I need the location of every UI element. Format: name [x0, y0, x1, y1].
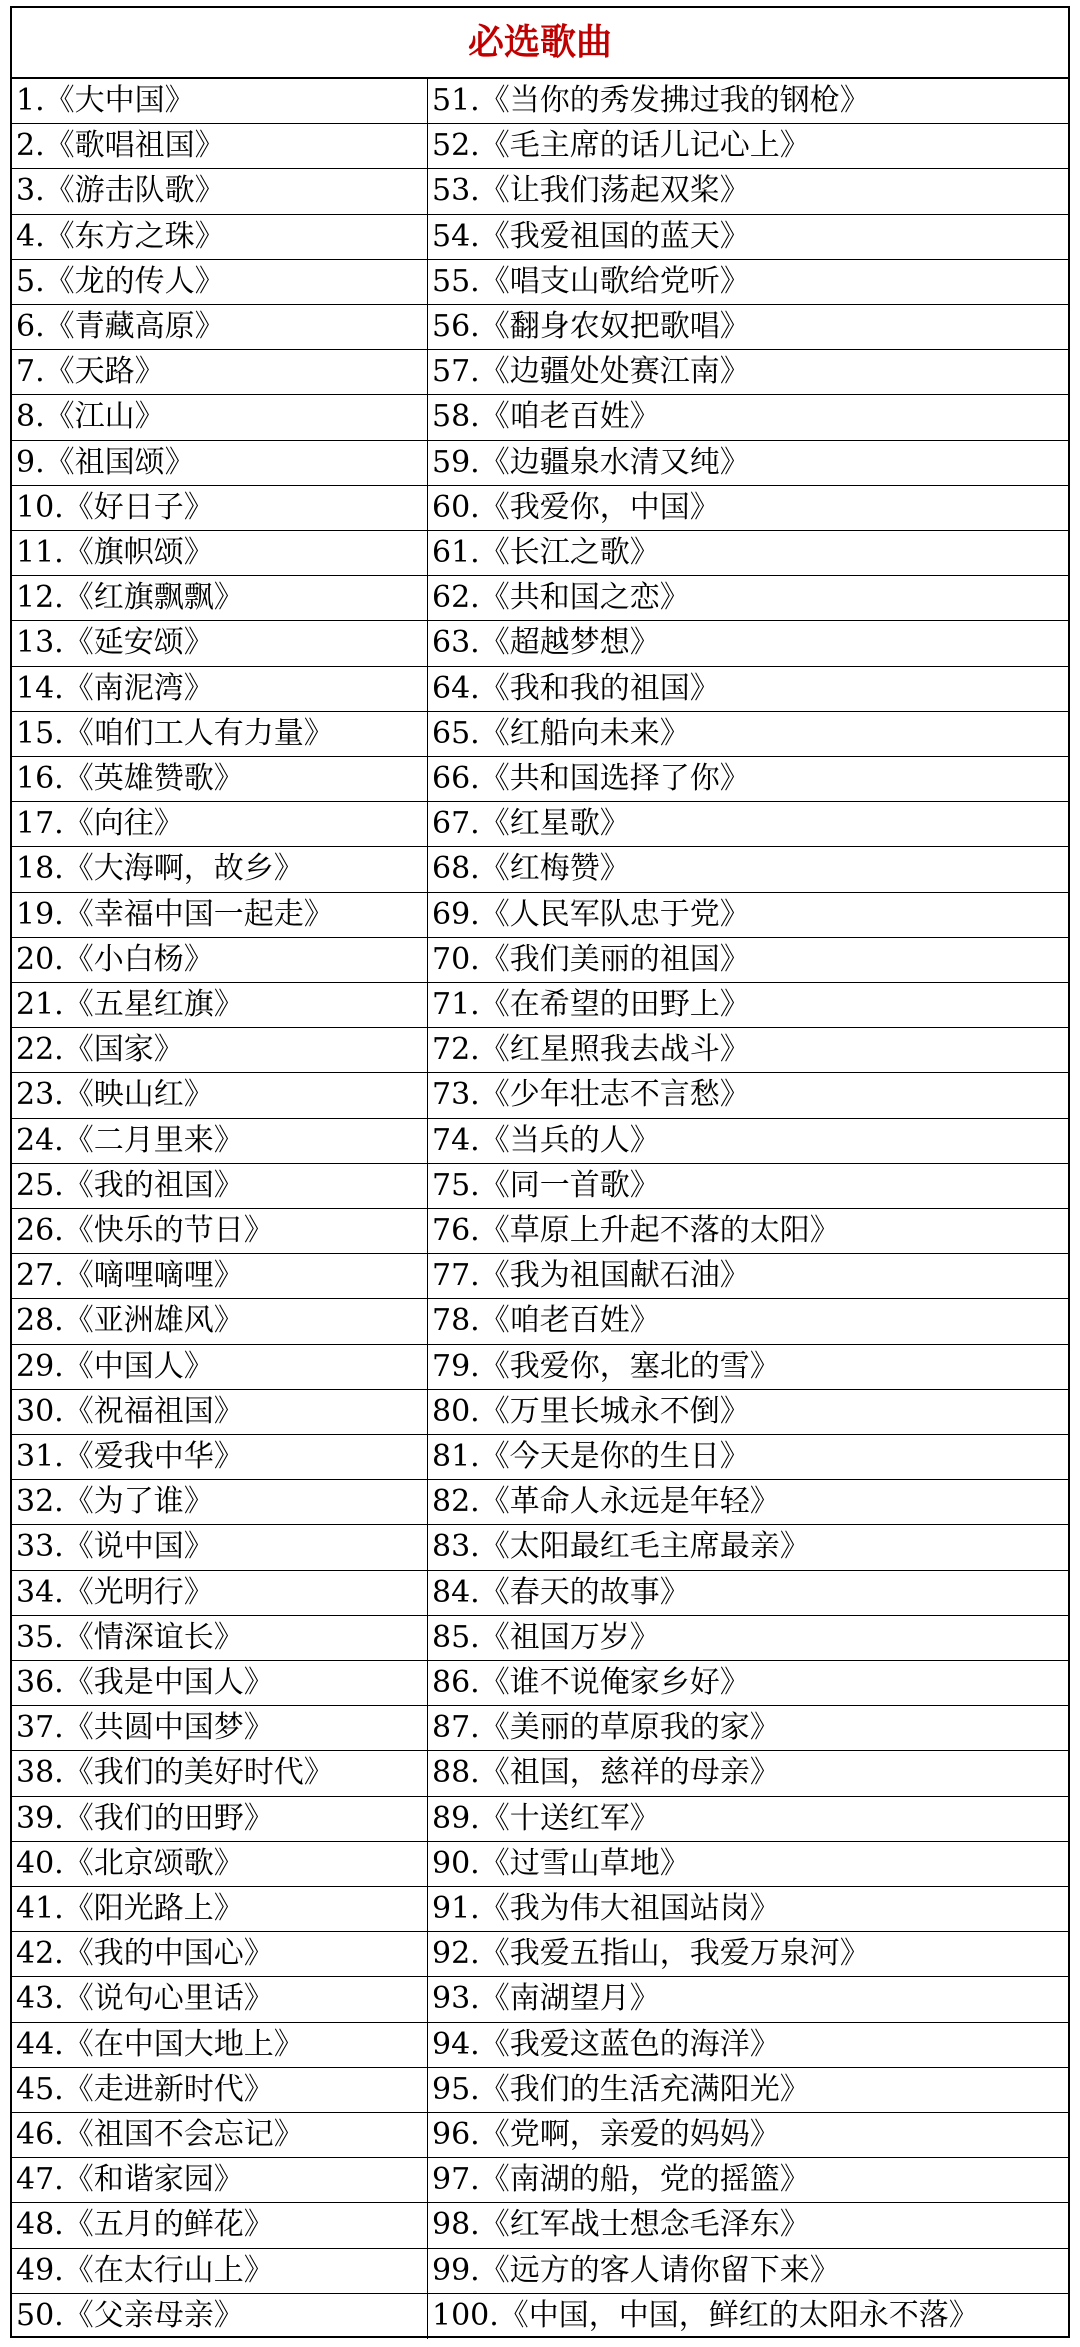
song-cell-left: 24.《二月里来》 — [12, 1119, 428, 1163]
table-row — [12, 1887, 1068, 1932]
song-cell-right: 52.《毛主席的话儿记心上》 — [432, 128, 810, 164]
song-cell-left: 18.《大海啊，故乡》 — [12, 847, 428, 891]
song-cell-right: 99.《远方的客人请你留下来》 — [432, 2252, 840, 2288]
song-cell-right: 77.《我为祖国献石油》 — [432, 1258, 750, 1294]
song-cell-right: 100.《中国，中国，鲜红的太阳永不落》 — [432, 2297, 979, 2333]
song-cell-right: 64.《我和我的祖国》 — [432, 670, 720, 706]
table-row — [12, 847, 1068, 892]
table-row — [12, 802, 1068, 847]
song-cell-right: 59.《边疆泉水清又纯》 — [432, 444, 750, 480]
song-cell-right: 72.《红星照我去战斗》 — [432, 1032, 750, 1068]
song-cell-right: 79.《我爱你，塞北的雪》 — [432, 1348, 780, 1384]
table-row — [12, 2068, 1068, 2113]
song-cell-right: 70.《我们美丽的祖国》 — [432, 941, 750, 977]
song-cell-right: 58.《咱老百姓》 — [432, 399, 660, 435]
song-cell-right: 57.《边疆处处赛江南》 — [432, 354, 750, 390]
table-row — [12, 1977, 1068, 2022]
song-cell-right: 94.《我爱这蓝色的海洋》 — [432, 2026, 780, 2062]
table-row — [12, 1390, 1068, 1435]
song-cell-right: 82.《革命人永远是年轻》 — [432, 1484, 780, 1520]
song-cell-right: 91.《我为伟大祖国站岗》 — [432, 1891, 780, 1926]
song-cell-left: 16.《英雄赞歌》 — [12, 757, 428, 801]
table-row — [12, 712, 1068, 757]
song-cell-left: 14.《南泥湾》 — [12, 667, 428, 711]
song-cell-right: 66.《共和国选择了你》 — [432, 761, 750, 796]
song-cell-right: 56.《翻身农奴把歌唱》 — [432, 309, 750, 344]
song-cell-left: 5.《龙的传人》 — [12, 260, 428, 304]
table-row — [12, 757, 1068, 802]
table-row — [12, 1797, 1068, 1842]
song-cell-left: 10.《好日子》 — [12, 486, 428, 530]
song-cell-left: 36.《我是中国人》 — [12, 1661, 428, 1705]
song-cell-right: 81.《今天是你的生日》 — [432, 1439, 750, 1474]
table-row — [12, 79, 1068, 124]
song-cell-right: 60.《我爱你，中国》 — [432, 489, 720, 525]
song-cell-right: 98.《红军战士想念毛泽东》 — [432, 2207, 810, 2243]
song-cell-left: 8.《江山》 — [12, 395, 428, 439]
song-cell-left: 2.《歌唱祖国》 — [12, 124, 428, 168]
song-cell-left: 39.《我们的田野》 — [12, 1797, 428, 1841]
song-cell-left: 28.《亚洲雄风》 — [12, 1299, 428, 1343]
song-cell-left: 7.《天路》 — [12, 350, 428, 394]
song-cell-right: 55.《唱支山歌给党听》 — [432, 263, 750, 299]
song-cell-left: 20.《小白杨》 — [12, 938, 428, 982]
song-cell-left: 43.《说句心里话》 — [12, 1977, 428, 2021]
song-cell-left: 1.《大中国》 — [12, 79, 428, 123]
song-cell-right: 54.《我爱祖国的蓝天》 — [432, 218, 750, 254]
table-row — [12, 215, 1068, 260]
table-row — [12, 983, 1068, 1028]
song-cell-right: 88.《祖国，慈祥的母亲》 — [432, 1755, 780, 1791]
song-cell-right: 51.《当你的秀发拂过我的钢枪》 — [432, 83, 870, 118]
song-cell-left: 37.《共圆中国梦》 — [12, 1706, 428, 1750]
table-row — [12, 1706, 1068, 1751]
song-cell-left: 21.《五星红旗》 — [12, 983, 428, 1027]
song-cell-right: 97.《南湖的船，党的摇篮》 — [432, 2162, 810, 2198]
song-cell-right: 87.《美丽的草原我的家》 — [432, 1710, 780, 1746]
table-row — [12, 531, 1068, 576]
table-row — [12, 2294, 1068, 2339]
song-cell-left: 4.《东方之珠》 — [12, 215, 428, 259]
table-row — [12, 260, 1068, 305]
song-cell-left: 15.《咱们工人有力量》 — [12, 712, 428, 756]
table-title: 必选歌曲 — [12, 8, 1068, 79]
song-cell-right: 73.《少年壮志不言愁》 — [432, 1077, 750, 1113]
song-cell-right: 93.《南湖望月》 — [432, 1981, 660, 2017]
song-cell-right: 68.《红梅赞》 — [432, 851, 630, 887]
song-cell-right: 85.《祖国万岁》 — [432, 1619, 660, 1655]
song-cell-right: 53.《让我们荡起双桨》 — [432, 173, 750, 209]
table-row — [12, 1480, 1068, 1525]
song-cell-right: 78.《咱老百姓》 — [432, 1303, 660, 1339]
table-row — [12, 1435, 1068, 1480]
song-cell-right: 63.《超越梦想》 — [432, 625, 660, 661]
table-row — [12, 576, 1068, 621]
song-cell-left: 27.《嘀哩嘀哩》 — [12, 1254, 428, 1298]
song-cell-left: 45.《走进新时代》 — [12, 2068, 428, 2112]
table-row — [12, 1932, 1068, 1977]
song-cell-left: 13.《延安颂》 — [12, 621, 428, 665]
song-cell-left: 25.《我的祖国》 — [12, 1164, 428, 1208]
song-cell-left: 30.《祝福祖国》 — [12, 1390, 428, 1434]
song-cell-right: 90.《过雪山草地》 — [432, 1845, 690, 1881]
table-row — [12, 1299, 1068, 1344]
song-cell-left: 47.《和谐家园》 — [12, 2158, 428, 2202]
table-row — [12, 2113, 1068, 2158]
song-cell-left: 3.《游击队歌》 — [12, 169, 428, 213]
table-row — [12, 1751, 1068, 1796]
song-cell-right: 67.《红星歌》 — [432, 806, 630, 842]
song-cell-right: 65.《红船向未来》 — [432, 715, 690, 751]
song-cell-left: 49.《在太行山上》 — [12, 2249, 428, 2293]
table-row — [12, 667, 1068, 712]
song-cell-right: 84.《春天的故事》 — [432, 1574, 690, 1610]
table-row — [12, 1571, 1068, 1616]
song-list-table — [10, 6, 1070, 2338]
table-row — [12, 1525, 1068, 1570]
table-row — [12, 938, 1068, 983]
song-cell-right: 69.《人民军队忠于党》 — [432, 896, 750, 932]
song-cell-left: 41.《阳光路上》 — [12, 1887, 428, 1931]
table-row — [12, 395, 1068, 440]
table-row — [12, 169, 1068, 214]
song-cell-left: 34.《光明行》 — [12, 1571, 428, 1615]
table-row — [12, 441, 1068, 486]
table-row — [12, 2203, 1068, 2248]
song-cell-right: 86.《谁不说俺家乡好》 — [432, 1665, 750, 1700]
song-cell-right: 74.《当兵的人》 — [432, 1122, 660, 1158]
table-row — [12, 486, 1068, 531]
song-cell-left: 11.《旗帜颂》 — [12, 531, 428, 575]
song-cell-left: 38.《我们的美好时代》 — [12, 1751, 428, 1795]
table-row — [12, 1616, 1068, 1661]
song-cell-left: 29.《中国人》 — [12, 1345, 428, 1389]
table-row — [12, 621, 1068, 666]
table-row — [12, 305, 1068, 350]
song-cell-right: 71.《在希望的田野上》 — [432, 987, 750, 1022]
table-row — [12, 1661, 1068, 1706]
song-cell-right: 80.《万里长城永不倒》 — [432, 1393, 750, 1429]
song-cell-left: 40.《北京颂歌》 — [12, 1842, 428, 1886]
song-cell-left: 46.《祖国不会忘记》 — [12, 2113, 428, 2157]
table-row — [12, 350, 1068, 395]
song-cell-right: 61.《长江之歌》 — [432, 535, 660, 570]
song-cell-left: 42.《我的中国心》 — [12, 1932, 428, 1976]
song-cell-left: 48.《五月的鲜花》 — [12, 2203, 428, 2247]
table-row — [12, 2158, 1068, 2203]
song-cell-left: 23.《映山红》 — [12, 1073, 428, 1117]
table-row — [12, 124, 1068, 169]
table-row — [12, 1073, 1068, 1118]
table-row — [12, 1119, 1068, 1164]
song-cell-right: 96.《党啊，亲爱的妈妈》 — [432, 2117, 780, 2152]
table-row — [12, 1164, 1068, 1209]
table-row — [12, 2023, 1068, 2068]
song-cell-left: 50.《父亲母亲》 — [12, 2294, 428, 2339]
song-cell-left: 26.《快乐的节日》 — [12, 1209, 428, 1253]
song-cell-left: 44.《在中国大地上》 — [12, 2023, 428, 2067]
table-row — [12, 1209, 1068, 1254]
table-row — [12, 893, 1068, 938]
song-cell-left: 31.《爱我中华》 — [12, 1435, 428, 1479]
table-row — [12, 1842, 1068, 1887]
song-cell-left: 12.《红旗飘飘》 — [12, 576, 428, 620]
song-cell-left: 19.《幸福中国一起走》 — [12, 893, 428, 937]
song-grid — [12, 79, 1068, 2336]
song-cell-left: 35.《情深谊长》 — [12, 1616, 428, 1660]
song-cell-right: 62.《共和国之恋》 — [432, 580, 690, 616]
table-row — [12, 1028, 1068, 1073]
song-cell-right: 92.《我爱五指山，我爱万泉河》 — [432, 1936, 870, 1972]
song-cell-left: 33.《说中国》 — [12, 1525, 428, 1569]
song-cell-right: 76.《草原上升起不落的太阳》 — [432, 1213, 840, 1248]
song-cell-right: 89.《十送红军》 — [432, 1800, 660, 1836]
song-cell-right: 83.《太阳最红毛主席最亲》 — [432, 1529, 810, 1565]
song-cell-left: 9.《祖国颂》 — [12, 441, 428, 485]
song-cell-left: 22.《国家》 — [12, 1028, 428, 1072]
table-row — [12, 2249, 1068, 2294]
song-cell-right: 95.《我们的生活充满阳光》 — [432, 2071, 810, 2107]
table-row — [12, 1254, 1068, 1299]
song-cell-left: 32.《为了谁》 — [12, 1480, 428, 1524]
song-cell-left: 6.《青藏高原》 — [12, 305, 428, 349]
table-row — [12, 1345, 1068, 1390]
song-cell-left: 17.《向往》 — [12, 802, 428, 846]
song-cell-right: 75.《同一首歌》 — [432, 1167, 660, 1203]
